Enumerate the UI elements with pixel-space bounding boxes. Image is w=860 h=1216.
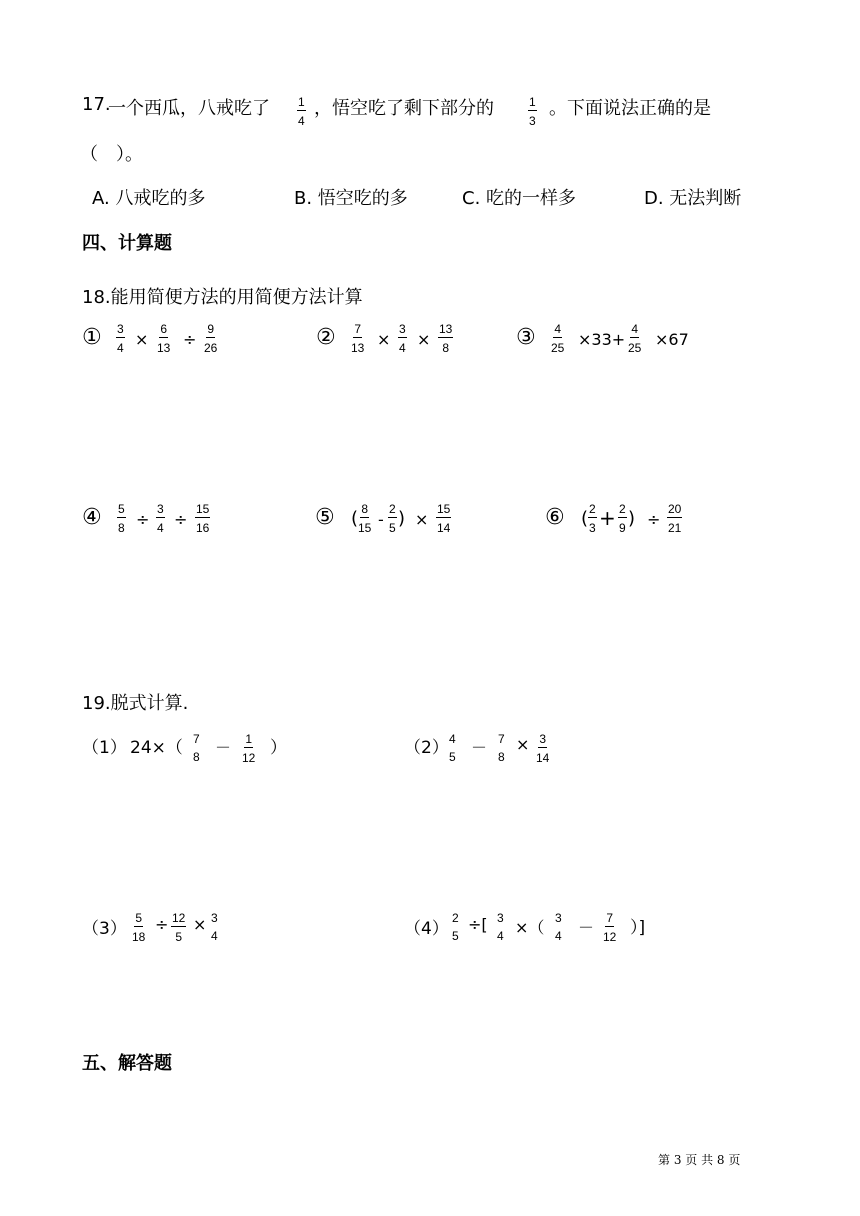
q19-item-3-fraction-1: $\frac{5}{18}$ (132, 911, 146, 944)
q17-fraction-1: $\frac{1}{4}$ (298, 95, 305, 128)
q19-item-4-fraction-3: 3 4 (555, 911, 562, 943)
q19-item-3-operator-2: × (193, 915, 207, 934)
q18-item-2-operator-1: × (377, 330, 391, 349)
q18-item-5-operator-1: - (378, 510, 384, 529)
q18-item-6-operator-1: + (599, 506, 616, 530)
q19-item-2-operator-2: × (516, 735, 530, 754)
q18-item-6-left-paren: ( (581, 508, 589, 529)
q17-label: 17. (82, 94, 111, 115)
q18-item-6-fraction-1: $\frac{2}{3}$ (589, 502, 596, 535)
q19-item-4-fraction-1: 2 5 (452, 911, 459, 943)
q18-item-1-fraction-2: $\frac{6}{13}$ (157, 322, 171, 355)
q18-item-4-operator-1: ÷ (136, 510, 150, 529)
q18-item-5-number: ⑤ (315, 505, 335, 530)
q17-option-a: A. 八戒吃的多 (92, 188, 206, 209)
q17-text-c: 。下面说法正确的是 (549, 98, 711, 119)
q17-option-d: D. 无法判断 (644, 188, 742, 209)
q18-item-6-fraction-2: $\frac{2}{9}$ (619, 502, 626, 535)
q19-item-1-fraction-1: 7 8 (193, 732, 200, 764)
q18-item-5-fraction-2: $\frac{2}{5}$ (389, 502, 396, 535)
q18-item-4-fraction-1: $\frac{5}{8}$ (118, 502, 125, 535)
q18-item-1-operator-2: ÷ (183, 330, 197, 349)
q17-text-a: 一个西瓜，八戒吃了 (108, 98, 270, 119)
q18-item-1-operator-1: × (135, 330, 149, 349)
q19-item-1-suffix: ） (270, 738, 287, 758)
q19-item-2-operator-1: － (471, 738, 488, 757)
q18-item-3-fraction-1: $\frac{4}{25}$ (551, 322, 565, 355)
q18-item-3-fraction-2: $\frac{4}{25}$ (628, 322, 642, 355)
q18-item-6-fraction-3: $\frac{20}{21}$ (668, 502, 682, 535)
q18-item-6-operator-2: ÷ (647, 510, 661, 529)
q18-item-2-number: ② (316, 325, 336, 350)
q18-item-2-operator-2: × (417, 330, 431, 349)
q19-item-4-suffix: ）] (630, 918, 646, 938)
section-4-title: 四、计算题 (82, 233, 172, 254)
q17-bracket: （ ）。 (80, 144, 143, 165)
q19-item-3-number: （3） (82, 919, 127, 939)
q18-item-6-right-paren: ) (628, 508, 636, 529)
q18-item-4-operator-2: ÷ (174, 510, 188, 529)
q18-item-2-fraction-1: $\frac{7}{13}$ (351, 322, 365, 355)
q19-item-1-prefix: 24×（ (130, 738, 183, 758)
q18-item-6-number: ⑥ (545, 505, 565, 530)
q19-item-1-number: （1） (82, 738, 127, 758)
q18-item-2-fraction-3: $\frac{13}{8}$ (439, 322, 453, 355)
q19-item-4-operator-2: ×（ (515, 918, 545, 937)
q17-option-c: C. 吃的一样多 (462, 188, 577, 209)
q18-item-3-number: ③ (516, 325, 536, 350)
section-5-title: 五、解答题 (82, 1053, 172, 1074)
q17-option-b: B. 悟空吃的多 (294, 188, 408, 209)
q19-item-4-number: （4） (404, 919, 449, 939)
q18-item-3-operator-1: ×33+ (578, 330, 626, 349)
q19-item-4-operator-3: － (578, 918, 595, 937)
q19-item-2-fraction-2: 7 8 (498, 732, 505, 764)
q18-item-5-fraction-3: $\frac{15}{14}$ (437, 502, 451, 535)
q17-text-b: ，悟空吃了剩下部分的 (314, 98, 494, 119)
q18-item-2-fraction-2: $\frac{3}{4}$ (399, 322, 406, 355)
q19-item-2-number: （2） (404, 738, 449, 758)
q19-item-3-fraction-3: 3 4 (211, 911, 218, 943)
q19-item-4-fraction-4: $\frac{7}{12}$ (603, 911, 617, 944)
q18-item-5-right-paren: ) (398, 508, 406, 529)
q19-item-1-operator-1: － (215, 738, 232, 757)
q18-item-1-fraction-3: $\frac{9}{26}$ (204, 322, 218, 355)
q18-item-5-operator-2: × (415, 510, 429, 529)
q18-item-4-fraction-2: $\frac{3}{4}$ (157, 502, 164, 535)
q18-item-1-fraction-1: $\frac{3}{4}$ (117, 322, 124, 355)
q19-item-2-fraction-1: 4 5 (449, 732, 456, 764)
q19-item-4-operator-1: ÷[ (468, 915, 488, 934)
q18-item-4-fraction-3: $\frac{15}{16}$ (196, 502, 210, 535)
q18-label: 18.能用简便方法的用简便方法计算 (82, 287, 363, 308)
q19-item-3-operator-1: ÷ (155, 915, 169, 934)
q19-item-2-fraction-3: $\frac{3}{14}$ (536, 732, 550, 765)
q19-label: 19.脱式计算. (82, 693, 189, 714)
q19-item-1-fraction-2: $\frac{1}{12}$ (242, 732, 256, 765)
q19-item-4-fraction-2: 3 4 (497, 911, 504, 943)
q19-item-3-fraction-2: $\frac{12}{5}$ (172, 911, 186, 944)
q18-item-3-operator-2: ×67 (655, 330, 689, 349)
q18-item-5-left-paren: ( (351, 508, 359, 529)
q17-fraction-2: $\frac{1}{3}$ (529, 95, 536, 128)
page-footer: 第 3 页 共 8 页 (658, 1153, 741, 1167)
q18-item-5-fraction-1: $\frac{8}{15}$ (358, 502, 372, 535)
q18-item-1-number: ① (82, 325, 102, 350)
q18-item-4-number: ④ (82, 505, 102, 530)
